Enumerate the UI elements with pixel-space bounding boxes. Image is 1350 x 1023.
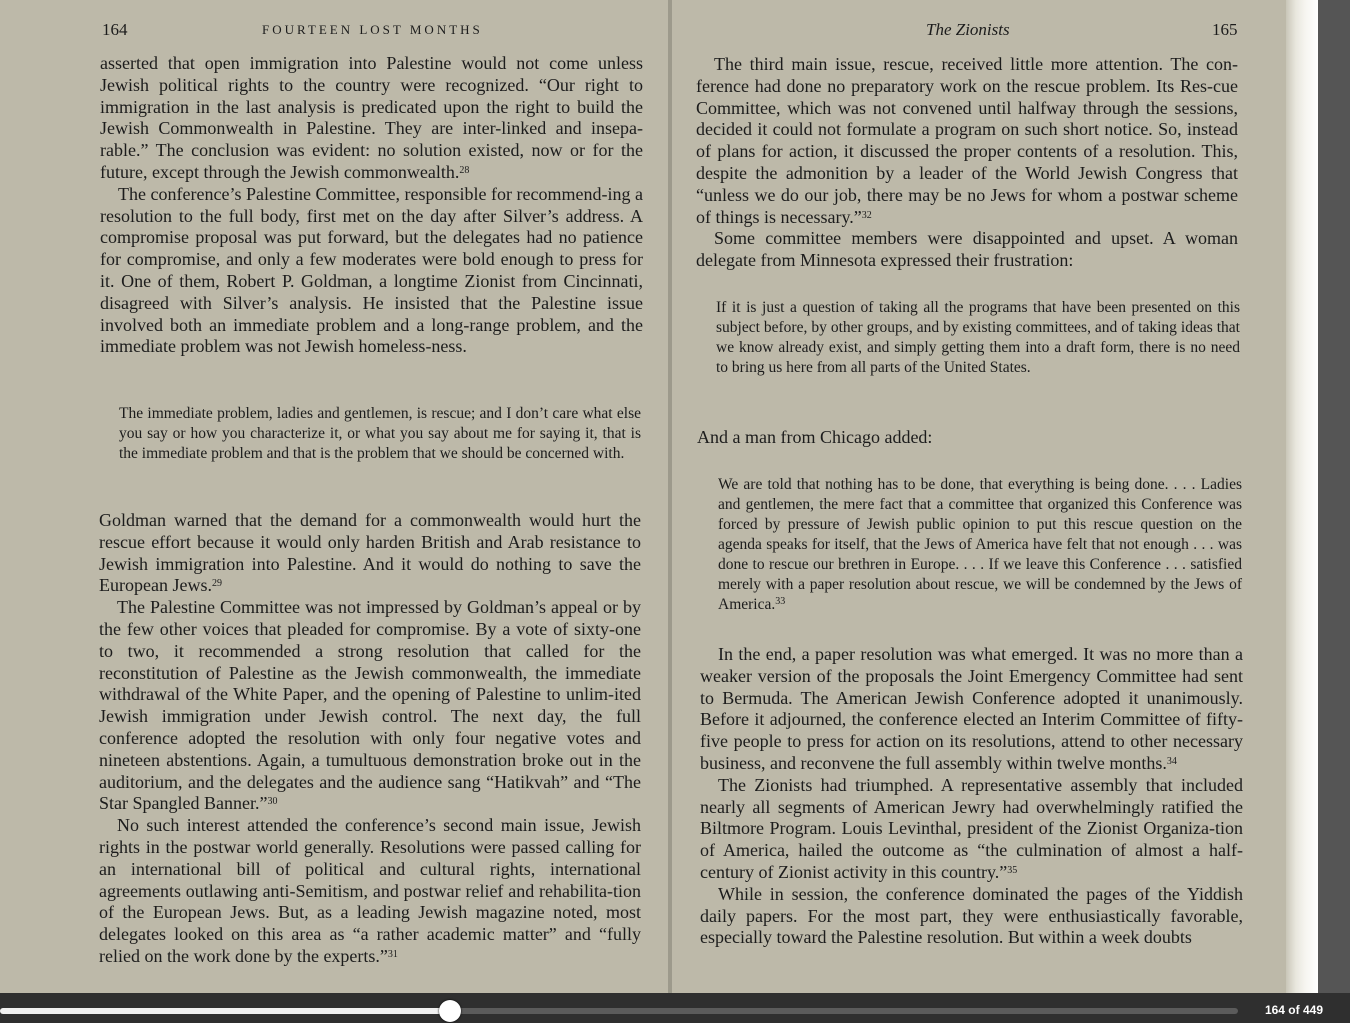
page-counter: 164 of 449 (1264, 1003, 1323, 1017)
body-text-middle (697, 427, 1239, 449)
paragraph: No such interest attended the conference’s second main issue, Jewish rights in the postwar world generally. Resolutions were passed calling for an international bill of political and cultural rights, international agreements outlawing anti-Semitism, and postwar relief and rehabilita-tion of the European Jews. But, as a leading Jewish magazine noted, most delegates looked on this area as “a rather academic matter” and “fully relied on the work done by the experts.”$^{31}$ (99, 815, 641, 966)
paragraph: In the end, a paper resolution was what emerged. It was no more than a weaker version of the proposals the Joint Emergency Committee had sent to Bermuda. The American Jewish Conference adopted it unanimously. Before it adjourned, the conference elected an Interim Committee of fifty-five people to press for action on its resolutions, attend to other necessary business, and reconvene the full assembly within twelve months.$^{34}$ (700, 644, 1243, 773)
body-text-top (100, 53, 643, 358)
footnote-ref: 34 (1166, 755, 1177, 767)
right-page[interactable] (672, 0, 1318, 993)
paragraph: The third main issue, rescue, received little more attention. The con-ference had done no preparatory work on the rescue problem. Its Res-cue Committee, which was not convened until halfway through the sessions, decided it could not formulate a program on such short notice. So, instead of plans for action, it discussed the proper contents of a resolution. This, despite the admonition by a leader of the World Jewish Congress that “unless we do our job, there may be no Jews for whom a postwar scheme of things is necessary.”$^{32}$ (696, 54, 1238, 227)
paragraph: Some committee members were disappointed and upset. A woman delegate from Minnesota expressed their frustration: (696, 228, 1238, 271)
footnote-ref: 31 (387, 948, 398, 960)
running-head: The Zionists (926, 20, 1010, 39)
page-edge (1286, 0, 1318, 993)
block-quote: We are told that nothing has to be done, that everything is being done. . . . Ladies and gentlemen, the mere fact that a committee that organized this Conference was forced by pressure of Jewish public opinion to put this rescue question on the agenda speaks for itself, that the Jews of America have felt that not enough . . . was done to rescue our brethren in Europe. . . . If we leave this Conference . . . satisfied merely with a paper resolution about rescue, we will be condemned by the Jews of America.$^{33}$ (718, 476, 1242, 613)
page-slider-fill (0, 1008, 450, 1014)
paragraph: Goldman warned that the demand for a commonwealth would hurt the rescue effort because it would only harden British and Arab resistance to Jewish immigration into Palestine. And it would do nothing to save the European Jews.$^{29}$ (99, 510, 641, 596)
paragraph: While in session, the conference dominated the pages of the Yiddish daily papers. For the most part, they were enthusiastically favorable, especially toward the Palestine resolution. But within a week doubts (700, 883, 1243, 948)
paragraph: And a man from Chicago added: (697, 427, 933, 447)
footnote-ref: 28 (459, 164, 470, 176)
page-slider[interactable] (0, 1008, 1238, 1014)
left-page[interactable] (0, 0, 668, 993)
block-quote: The immediate problem, ladies and gentlemen, is rescue; and I don’t care what else you say or how you characterize it, or what you say about me for saying it, that is the immediate problem and that is the problem that we should be concerned with. (119, 405, 641, 462)
body-text-bottom (99, 510, 641, 968)
footnote-ref: 30 (267, 796, 278, 808)
block-quote: If it is just a question of taking all the programs that have been presented on this subject before, by other groups, and by existing committees, and of taking ideas that we know already exist, and simply getting them into a draft form, there is no need to bring us here from all parts of the United States. (716, 299, 1240, 376)
paragraph: asserted that open immigration into Palestine would not come unless Jewish political rights to the country were recognized. “Our right to immigration in the last analysis is predicated upon the right to build the Jewish Commonwealth in Palestine. They are inter-linked and insepa-rable.” The conclusion was evident: no solution existed, now or for the future, except through the Jewish commonwealth.$^{28}$ (100, 53, 643, 182)
paragraph: The Zionists had triumphed. A representative assembly that included nearly all segments of American Jewry had overwhelmingly ratified the Biltmore Program. Louis Levinthal, president of the Zionist Organiza-tion of America, hailed the outcome as “the culmination of almost a half-century of Zionist activity in this country.”$^{35}$ (700, 774, 1243, 882)
paragraph: The Palestine Committee was not impressed by Goldman’s appeal or by the few other voices that pleaded for compromise. By a vote of sixty-one to two, it recommended a strong resolution that called for the reconstitution of Palestine as the Jewish commonwealth, the immediate withdrawal of the White Paper, and the opening of Palestine to unlim-ited Jewish immigration under Jewish control. The next day, the full conference adopted the resolution with only four negative votes and nineteen abstentions. Again, a tumultuous demonstration broke out in the auditorium, and the delegates and the audience sang “Hatikvah” and “The Star Spangled Banner.”$^{30}$ (99, 597, 641, 814)
page-number: 165 (1212, 20, 1238, 39)
page-slider-handle[interactable] (439, 1000, 461, 1022)
footnote-ref: 29 (211, 578, 222, 590)
paragraph: The conference’s Palestine Committee, responsible for recommend-ing a resolution to the full body, first met on the day after Silver’s address. A compromise proposal was put forward, but the delegates had no patience for compromise, and only a few moderates were bold enough to press for it. One of them, Robert P. Goldman, a longtime Zionist from Cincinnati, disagreed with Silver’s analysis. He insisted that the Palestine issue involved both an immediate problem and a long-range problem, and the immediate problem was not Jewish homeless-ness. (100, 183, 643, 357)
body-text-bottom (700, 644, 1243, 949)
running-head: FOURTEEN LOST MONTHS (262, 22, 483, 37)
body-text-top (696, 54, 1238, 272)
footnote-ref: 33 (775, 596, 786, 607)
footnote-ref: 35 (1007, 864, 1018, 876)
page-number: 164 (102, 20, 128, 39)
footnote-ref: 32 (861, 209, 872, 221)
